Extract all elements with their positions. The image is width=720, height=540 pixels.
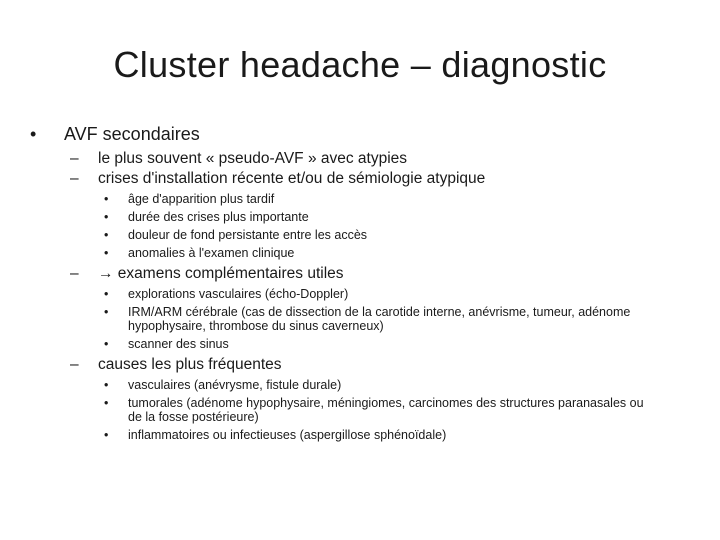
sub-bullet bbox=[104, 246, 700, 260]
bullet-marker: • bbox=[104, 246, 109, 260]
bullet-marker: • bbox=[104, 378, 109, 392]
bullet-marker: • bbox=[104, 428, 109, 442]
sub-bullet bbox=[104, 210, 700, 224]
slide-body bbox=[30, 124, 700, 446]
bullet-text: causes les plus fréquentes bbox=[98, 356, 282, 373]
sub-bullet-text: inflammatoires ou infectieuses (aspergillose sphénoïdale) bbox=[128, 428, 447, 442]
sub-bullet-text: scanner des sinus bbox=[128, 337, 229, 351]
sub-bullet bbox=[104, 396, 700, 424]
bullet-level2 bbox=[70, 169, 700, 189]
bullet-marker: • bbox=[104, 396, 109, 410]
sub-bullet bbox=[104, 192, 700, 206]
dash-marker: – bbox=[70, 265, 79, 282]
bullet-marker: • bbox=[104, 210, 109, 224]
dash-marker: – bbox=[70, 150, 79, 167]
sub-bullet-text: douleur de fond persistante entre les accès bbox=[128, 228, 368, 242]
bullet-level2 bbox=[70, 355, 700, 375]
bullet-level2 bbox=[70, 264, 700, 284]
sub-bullet bbox=[104, 228, 700, 242]
sub-bullet-text: tumorales (adénome hypophysaire, méningiomes, carcinomes des structures paranasales ou de la fosse postérieure) bbox=[128, 396, 644, 424]
sub-bullet-text: anomalies à l'examen clinique bbox=[128, 246, 295, 260]
sub-bullet bbox=[104, 337, 700, 351]
dash-marker: – bbox=[70, 356, 79, 373]
bullet-marker: • bbox=[30, 124, 37, 144]
bullet-level1 bbox=[30, 124, 700, 145]
bullet-text: le plus souvent « pseudo-AVF » avec atypies bbox=[98, 150, 408, 167]
sub-bullet bbox=[104, 305, 700, 333]
slide-title: Cluster headache – diagnostic bbox=[113, 44, 607, 85]
bullet-marker: • bbox=[104, 337, 109, 351]
bullet-marker: • bbox=[104, 192, 109, 206]
bullet-text: AVF secondaires bbox=[64, 124, 200, 144]
sub-bullet-text: durée des crises plus importante bbox=[128, 210, 309, 224]
sub-bullet-list bbox=[30, 378, 700, 442]
sub-bullet-text: âge d'apparition plus tardif bbox=[128, 192, 275, 206]
dash-marker: – bbox=[70, 170, 79, 187]
sub-bullet-text: vasculaires (anévrysme, fistule durale) bbox=[128, 378, 342, 392]
bullet-marker: • bbox=[104, 287, 109, 301]
sub-bullet bbox=[104, 287, 700, 301]
sub-bullet bbox=[104, 428, 700, 442]
sub-bullet-text: explorations vasculaires (écho-Doppler) bbox=[128, 287, 349, 301]
sub-bullet-text: IRM/ARM cérébrale (cas de dissection de la carotide interne, anévrisme, tumeur, adénome hypophysaire, thrombose du sinus caverneux) bbox=[128, 305, 631, 333]
sub-bullet bbox=[104, 378, 700, 392]
bullet-marker: • bbox=[104, 305, 109, 319]
sub-bullet-list bbox=[30, 192, 700, 260]
sub-bullet-list bbox=[30, 287, 700, 351]
bullet-text: crises d'installation récente et/ou de sémiologie atypique bbox=[98, 170, 486, 187]
bullet-level2 bbox=[70, 149, 700, 169]
bullet-marker: • bbox=[104, 228, 109, 242]
bullet-text: → examens complémentaires utiles bbox=[98, 265, 344, 282]
